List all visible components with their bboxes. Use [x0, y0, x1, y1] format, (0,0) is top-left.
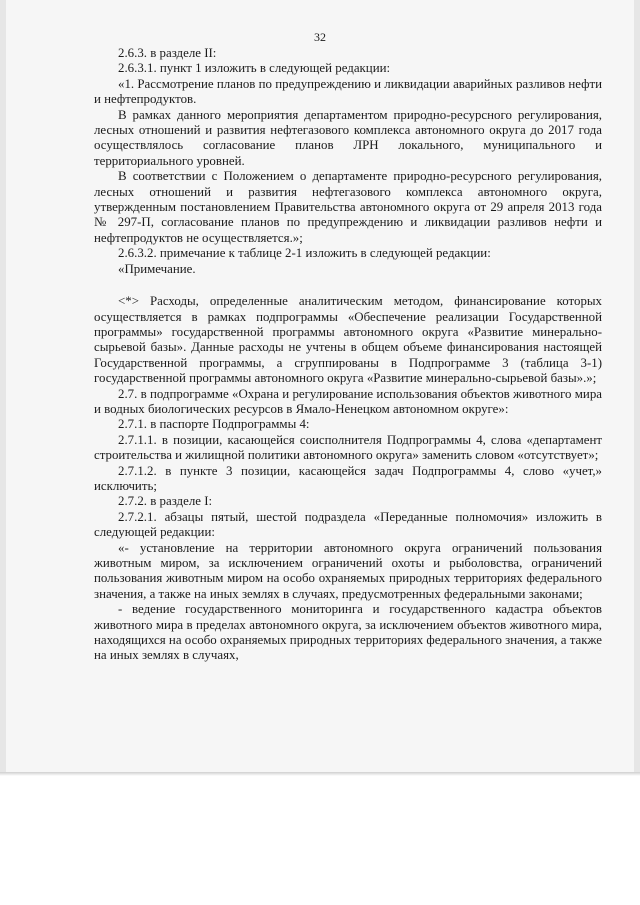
paragraph-footnote: <*> Расходы, определенные аналитическим методом, финансирование которых осуществляется в рамках подпрограммы «Обеспечение реализации Государственной программы» государственной программы автономного округа «Развитие минерально-сырьевой базы». Данные расходы не учтены в общем объеме финансирования настоящей Государственной программы, а сгруппированы в Подпрограмме 3 (таблица 3-1) государственной программы автономного округа «Развитие минерально-сырьевой базы».»; — [94, 294, 602, 386]
paragraph-2-7-2: 2.7.2. в разделе I: — [118, 494, 213, 509]
paragraph-2-7-1-2: 2.7.1.2. в пункте 3 позиции, касающейся задач Подпрограммы 4, слово «учет,» исключить; — [94, 463, 602, 493]
scan-bottom-shadow — [0, 772, 640, 776]
document-body — [94, 46, 602, 664]
paragraph-2-7-2-1: 2.7.2.1. абзацы пятый, шестой подраздела «Переданные полномочия» изложить в следующей редакции: — [94, 509, 602, 540]
scan-edge-left — [0, 0, 6, 772]
paragraph-2-6-3-2: 2.6.3.2. примечание к таблице 2-1 изложить в следующей редакции: — [118, 246, 491, 261]
paragraph-lrn-approval: В рамках данного мероприятия департаментом природно-ресурсного регулирования, лесных отношений и развития нефтегазового комплекса автономного округа до 2017 года осуществлялось согласование планов ЛРН локального, муниципального и территориального уровней. — [94, 107, 602, 168]
paragraph-restrictions: «- установление на территории автономного округа ограничений пользования животным миром, за исключением ограничений охоты и рыболовства, ограничений пользования животным миром на особо охраняемых природных территориях федерального значения, а также на иных землях в случаях, предусмотренных федеральными законами; — [94, 540, 602, 601]
scan-edge-right — [634, 0, 640, 772]
paragraph-quote-1: «1. Рассмотрение планов по предупреждению и ликвидации аварийных разливов нефти и нефтепродуктов. — [94, 76, 602, 107]
paragraph-2-6-3: 2.6.3. в разделе II: — [118, 46, 217, 60]
paragraph-2-6-3-1: 2.6.3.1. пункт 1 изложить в следующей редакции: — [118, 61, 391, 76]
paragraph-note-heading: «Примечание. — [118, 261, 196, 276]
paragraph-2-7-1-1: 2.7.1.1. в позиции, касающейся соисполнителя Подпрограммы 4, слова «департамент строительства и жилищной политики автономного округа» заменить словом «отсутствует»; — [94, 432, 602, 463]
paragraph-2-7-1: 2.7.1. в паспорте Подпрограммы 4: — [118, 417, 310, 432]
blank-line — [94, 277, 602, 294]
paragraph-monitoring: - ведение государственного мониторинга и государственного кадастра объектов животного мира в пределах автономного округа, за исключением объектов животного мира, находящихся на особо охраняемых природных территориях федерального значения, а также на иных землях в случаях, — [94, 602, 602, 663]
paragraph-2-7: 2.7. в подпрограмме «Охрана и регулирование использования объектов животного мира и водных биологических ресурсов в Ямало-Ненецком автономном округе»: — [94, 386, 602, 416]
paragraph-regulation: В соответствии с Положением о департаменте природно-ресурсного регулирования, лесных отношений и развития нефтегазового комплекса автономного округа, утвержденным постановлением Правительства автономного округа от 29 апреля 2013 года № 297-П, согласование планов по предупреждению и ликвидации разливов нефти и нефтепродуктов не осуществляется.»; — [94, 169, 602, 245]
page-number: 32 — [314, 30, 326, 44]
